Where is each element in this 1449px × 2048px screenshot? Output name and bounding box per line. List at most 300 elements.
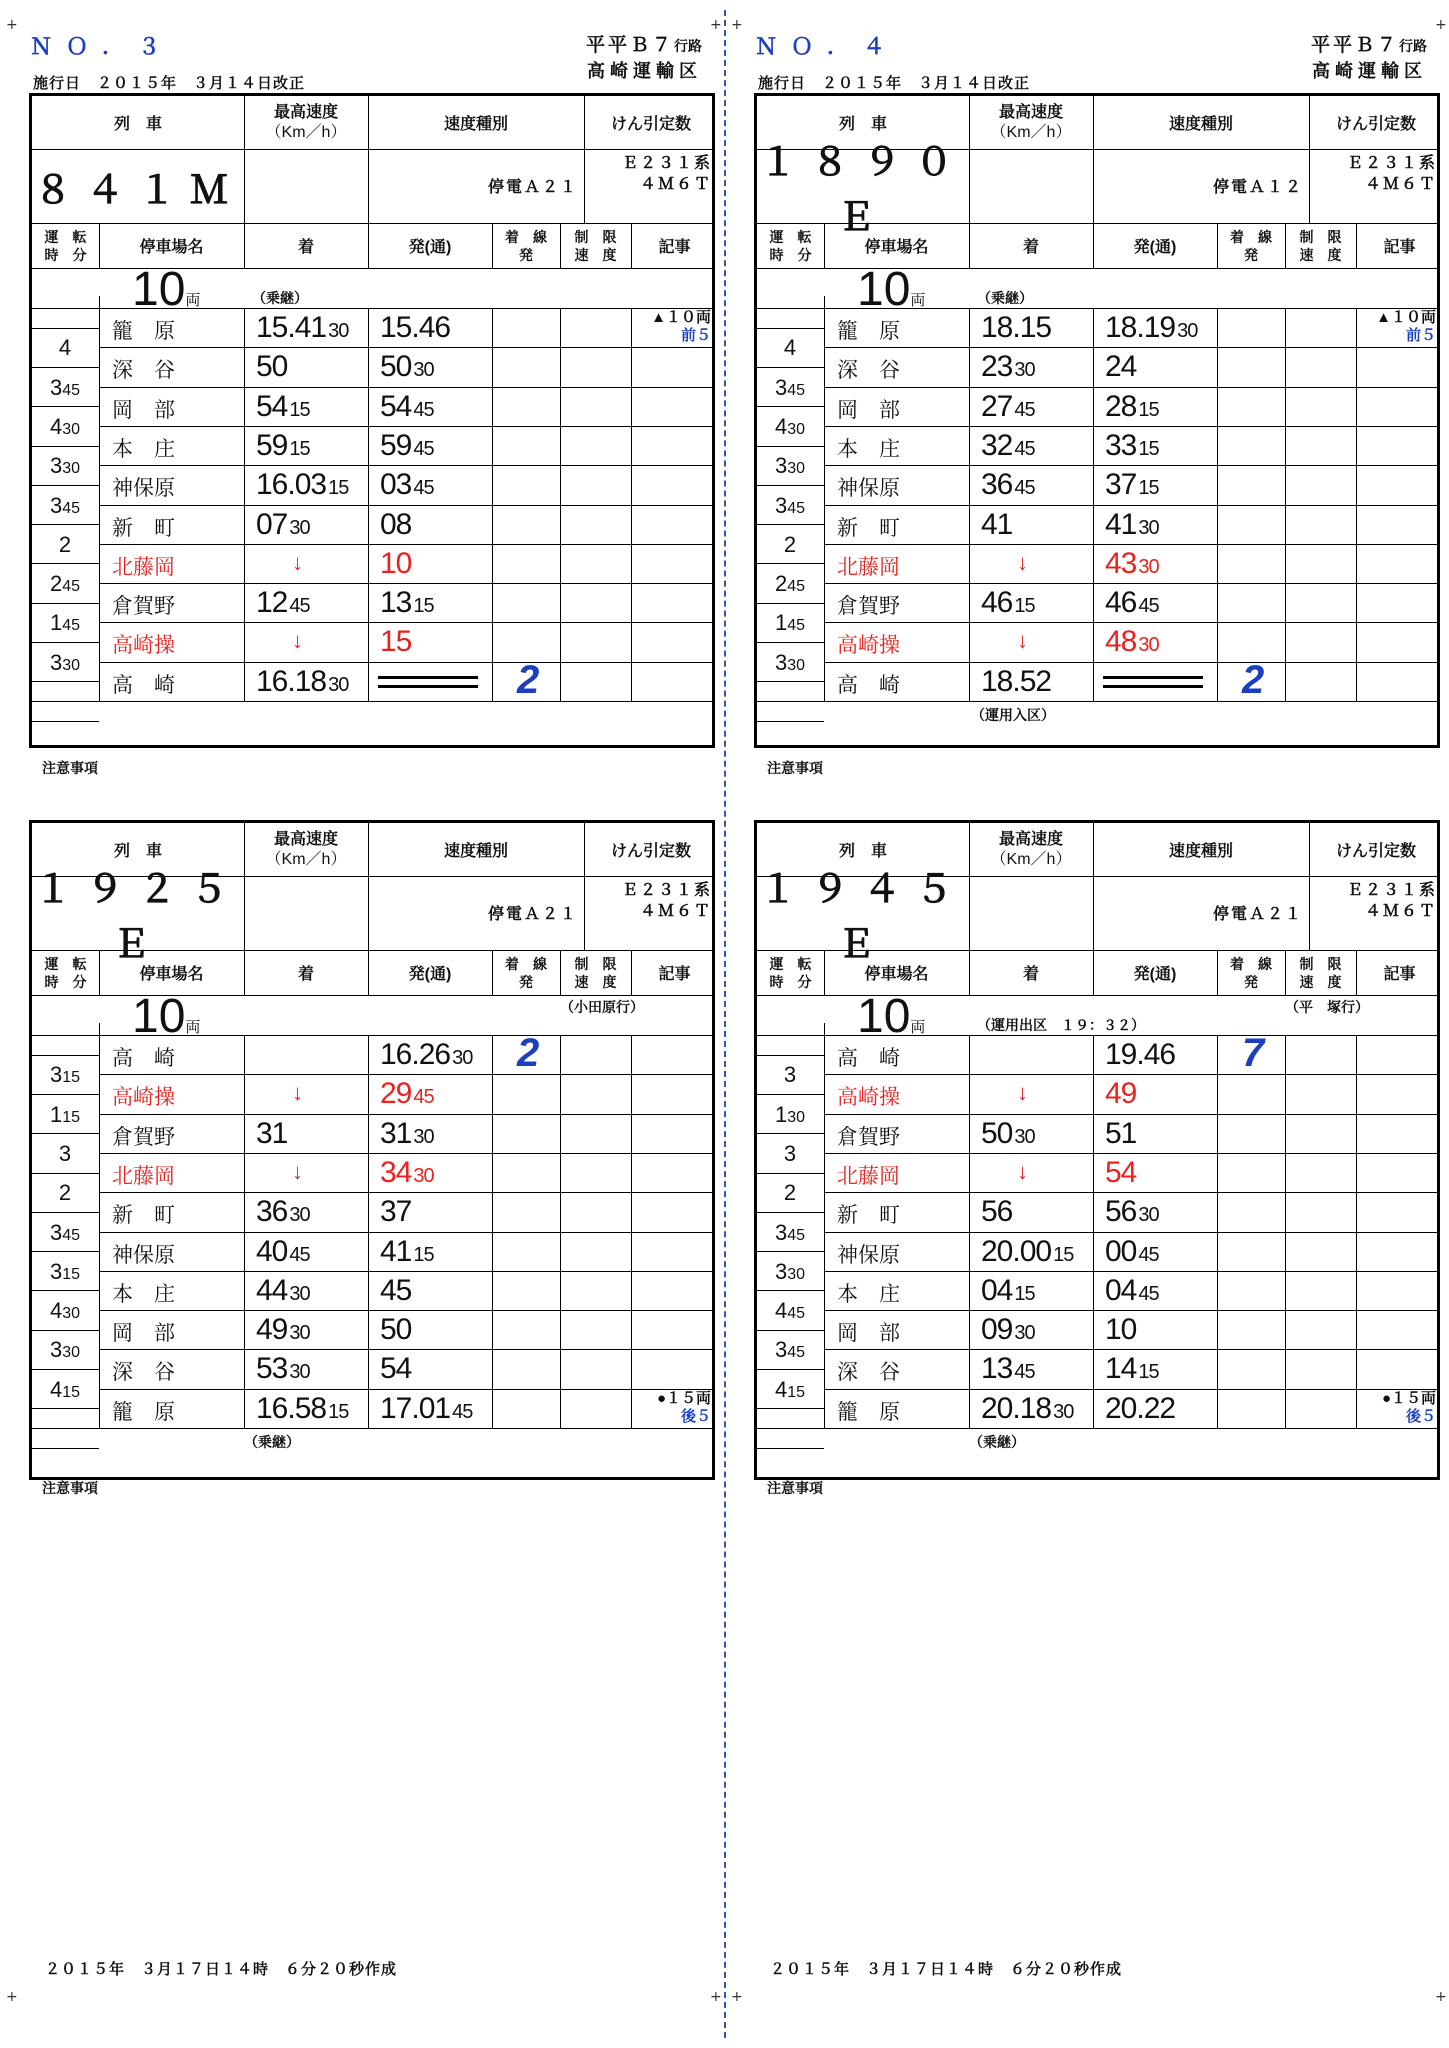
header-run-time bbox=[757, 950, 824, 995]
run-time bbox=[32, 375, 98, 401]
station-name: 新 町 bbox=[112, 1204, 175, 1228]
run-time-min: 3 bbox=[49, 453, 63, 479]
notes-label: 注意事項 bbox=[767, 1481, 823, 1497]
grid-line bbox=[824, 662, 1437, 663]
grid-line bbox=[99, 1192, 712, 1193]
grid-line bbox=[757, 524, 824, 525]
grid-line bbox=[824, 583, 1437, 584]
header-run-2: 時 分 bbox=[769, 973, 812, 990]
terminus-double-line bbox=[378, 676, 478, 688]
grid-line bbox=[492, 308, 493, 701]
header-remarks: 記事 bbox=[658, 966, 691, 983]
pass-arrow: ↓ bbox=[292, 628, 303, 654]
run-time-sec: 45 bbox=[62, 578, 81, 596]
run-time-min: 2 bbox=[774, 571, 788, 597]
header-train: 列 車 bbox=[838, 116, 887, 133]
departure-time-main: 15.46 bbox=[380, 311, 451, 344]
run-time-sec: 45 bbox=[62, 499, 81, 517]
run-time bbox=[757, 1141, 823, 1167]
run-time-sec: 30 bbox=[787, 656, 806, 674]
header-max-speed-unit: （Km／h） bbox=[265, 850, 347, 868]
header-remarks: 記事 bbox=[1383, 239, 1416, 256]
departure-time bbox=[1105, 1274, 1159, 1308]
header-limit-2: 速 度 bbox=[574, 246, 617, 263]
header-station: 停車場名 bbox=[864, 966, 929, 983]
arrival-time-main: 50 bbox=[981, 1116, 1013, 1150]
effective-date: 施行日 ２０１５年 ３月１４日改正 bbox=[33, 74, 306, 92]
run-time-min: 4 bbox=[774, 1376, 788, 1402]
station-name: 本 庄 bbox=[112, 1282, 175, 1306]
crop-mark: + bbox=[731, 17, 743, 33]
grid-line bbox=[631, 308, 632, 701]
header-speed-type: 速度種別 bbox=[1168, 843, 1233, 860]
remark bbox=[631, 309, 711, 345]
grid-line bbox=[824, 1310, 1437, 1311]
train-card bbox=[29, 93, 715, 748]
car-count bbox=[857, 262, 925, 317]
departure-time bbox=[380, 625, 411, 659]
run-time bbox=[757, 571, 823, 597]
run-time bbox=[757, 493, 823, 519]
departure-time-seconds: 45 bbox=[413, 398, 434, 421]
sheet-number: ＮＯ．３ bbox=[30, 35, 175, 60]
arrival-time-main: 15.41 bbox=[256, 311, 327, 344]
run-time bbox=[757, 1259, 823, 1285]
departure-time-main: 16.26 bbox=[380, 1038, 451, 1071]
station-name: 本 庄 bbox=[112, 437, 175, 461]
grid-line bbox=[824, 1035, 825, 1428]
station-name: 倉賀野 bbox=[837, 595, 900, 619]
grid-line bbox=[32, 485, 99, 486]
grid-line bbox=[99, 308, 100, 701]
run-time bbox=[757, 1377, 823, 1403]
car-count-value: 10 bbox=[857, 263, 911, 316]
run-time-sec: 15 bbox=[62, 1265, 81, 1283]
grid-line bbox=[757, 1428, 1437, 1429]
grid-line bbox=[757, 563, 824, 564]
grid-line bbox=[32, 328, 99, 329]
run-time bbox=[757, 1337, 823, 1363]
car-count bbox=[857, 989, 925, 1044]
departure-time bbox=[1105, 429, 1159, 463]
run-time bbox=[757, 414, 823, 440]
grid-line bbox=[368, 308, 369, 701]
header-run-1: 運 転 bbox=[44, 955, 87, 972]
header-arrive: 着 bbox=[297, 966, 314, 983]
run-time-min: 2 bbox=[783, 1180, 797, 1206]
destination-note: （小田原行） bbox=[560, 999, 644, 1015]
departure-time-main: 37 bbox=[380, 1195, 412, 1229]
run-time bbox=[757, 532, 823, 558]
header-depart: 発(通) bbox=[1133, 239, 1177, 256]
run-time bbox=[32, 414, 98, 440]
grid-line bbox=[824, 426, 1437, 427]
run-time-min: 4 bbox=[49, 413, 63, 439]
run-time-min: 4 bbox=[49, 1376, 63, 1402]
arrival-time-seconds: 45 bbox=[289, 1243, 310, 1266]
run-time-sec: 45 bbox=[787, 1344, 806, 1362]
run-time-sec: 45 bbox=[62, 617, 81, 635]
header-train: 列 車 bbox=[113, 843, 162, 860]
grid-line bbox=[560, 308, 561, 701]
run-time-sec: 30 bbox=[62, 1305, 81, 1323]
arrival-time bbox=[256, 1274, 310, 1308]
run-time-sec: 30 bbox=[62, 1344, 81, 1362]
departure-time-main: 15 bbox=[380, 625, 412, 659]
departure-time-main: 48 bbox=[1105, 625, 1137, 659]
header-depart: 発(通) bbox=[1133, 966, 1177, 983]
grid-line bbox=[757, 681, 824, 682]
header-station: 停車場名 bbox=[864, 239, 929, 256]
grid-line bbox=[99, 1349, 712, 1350]
route-header bbox=[1311, 30, 1427, 83]
arrival-time-main: 12 bbox=[256, 586, 288, 620]
arrival-time bbox=[256, 1352, 310, 1386]
header-track bbox=[492, 950, 560, 995]
run-time bbox=[757, 1298, 823, 1324]
arrival-time-main: 36 bbox=[981, 468, 1013, 502]
departure-time bbox=[1105, 1235, 1159, 1269]
departure-time bbox=[1105, 508, 1159, 542]
crop-mark: + bbox=[731, 1989, 743, 2005]
train-number: １９２５Ｅ bbox=[33, 869, 242, 966]
header-depart: 発(通) bbox=[408, 966, 452, 983]
station-name: 籠 原 bbox=[837, 320, 900, 343]
arrival-time-seconds: 15 bbox=[328, 1400, 349, 1423]
arrival-time-seconds: 30 bbox=[289, 1204, 310, 1227]
run-time-sec: 30 bbox=[62, 656, 81, 674]
station-name: 高 崎 bbox=[112, 673, 175, 697]
station-name: 高崎操 bbox=[112, 1086, 175, 1110]
grid-line bbox=[969, 308, 970, 701]
run-time-min: 3 bbox=[774, 1337, 788, 1363]
pass-arrow: ↓ bbox=[292, 1158, 303, 1184]
station-name: 深 谷 bbox=[837, 359, 900, 383]
grid-line bbox=[757, 1055, 824, 1056]
header-limit-1: 制 限 bbox=[1299, 228, 1342, 245]
run-time bbox=[32, 453, 98, 479]
station-name: 岡 部 bbox=[112, 398, 175, 422]
remark-line1: ▲１０両 bbox=[1376, 309, 1436, 326]
station-name: 神保原 bbox=[837, 1243, 900, 1267]
run-time bbox=[757, 453, 823, 479]
departure-time-seconds: 15 bbox=[413, 1243, 434, 1266]
departure-time-main: 46 bbox=[1105, 586, 1137, 620]
route-code bbox=[1311, 30, 1427, 57]
crop-mark: + bbox=[1435, 17, 1447, 33]
departure-time bbox=[380, 1195, 411, 1229]
departure-time bbox=[1105, 350, 1136, 384]
station-name: 高 崎 bbox=[837, 1047, 900, 1070]
grid-line bbox=[824, 308, 825, 701]
run-time bbox=[757, 650, 823, 676]
run-time bbox=[32, 571, 98, 597]
route-code-suffix: 行路 bbox=[1399, 39, 1427, 55]
created-timestamp: ２０１５年 ３月１７日１４時 ６分２０秒作成 bbox=[770, 1960, 1123, 1978]
grid-line bbox=[1217, 1035, 1218, 1428]
header-max-speed-label: 最高速度 bbox=[273, 103, 338, 121]
grid-line bbox=[32, 1369, 99, 1370]
grid-line bbox=[99, 583, 712, 584]
grid-line bbox=[757, 1251, 824, 1252]
grid-line bbox=[99, 1114, 712, 1115]
grid-line bbox=[99, 1271, 712, 1272]
header-tractive: けん引定数 bbox=[610, 843, 691, 860]
grid-line bbox=[824, 347, 1437, 348]
crop-mark: + bbox=[1435, 1989, 1447, 2005]
departure-time-main: 41 bbox=[1105, 507, 1137, 541]
remark-line2: 前５ bbox=[680, 327, 711, 344]
departure-time-main: 13 bbox=[380, 586, 412, 620]
header-run-1: 運 転 bbox=[769, 955, 812, 972]
header-track-1: 着 線 bbox=[505, 228, 547, 245]
route-code bbox=[586, 30, 702, 57]
arrival-time-main: 41 bbox=[981, 507, 1013, 541]
grid-line bbox=[32, 524, 99, 525]
arrival-time-main: 36 bbox=[256, 1195, 288, 1229]
grid-line bbox=[757, 603, 824, 604]
run-time bbox=[757, 1062, 823, 1088]
departure-time-main: 50 bbox=[380, 350, 412, 384]
arrival-time bbox=[256, 1195, 310, 1229]
header-limit-2: 速 度 bbox=[1299, 246, 1342, 263]
grid-line bbox=[1093, 308, 1094, 701]
grid-line bbox=[32, 721, 99, 722]
departure-time bbox=[380, 429, 434, 463]
run-time bbox=[32, 1180, 98, 1206]
header-max-speed-label: 最高速度 bbox=[998, 830, 1063, 848]
arrival-time bbox=[981, 665, 1051, 699]
depot-name: 高崎運輸区 bbox=[1312, 61, 1427, 82]
header-run-1: 運 転 bbox=[769, 228, 812, 245]
arrival-time-main: 56 bbox=[981, 1195, 1013, 1229]
grid-line bbox=[32, 1251, 99, 1252]
pass-arrow: ↓ bbox=[1017, 549, 1028, 575]
cars-note: （乗継） bbox=[252, 290, 308, 306]
departure-time-main: 29 bbox=[380, 1077, 412, 1111]
station-name: 深 谷 bbox=[112, 359, 175, 383]
grid-line bbox=[824, 1349, 1437, 1350]
departure-time-main: 49 bbox=[1105, 1077, 1137, 1111]
depot-name: 高崎運輸区 bbox=[587, 61, 702, 82]
arrival-time bbox=[256, 508, 310, 542]
arrival-time bbox=[256, 1313, 310, 1347]
arrival-time-main: 32 bbox=[981, 428, 1013, 462]
departure-time-main: 14 bbox=[1105, 1352, 1137, 1386]
run-time-min: 3 bbox=[49, 374, 63, 400]
arrival-time-seconds: 30 bbox=[328, 673, 349, 696]
car-count bbox=[132, 989, 200, 1044]
header-arrive: 着 bbox=[1022, 966, 1039, 983]
departure-time-seconds: 45 bbox=[413, 437, 434, 460]
grid-line bbox=[32, 642, 99, 643]
route-code-main: 平平Ｂ７ bbox=[1310, 34, 1399, 56]
departure-time-main: 54 bbox=[1105, 1155, 1137, 1189]
arrival-time bbox=[981, 1195, 1012, 1229]
car-count bbox=[132, 262, 200, 317]
arrival-time-seconds: 15 bbox=[1014, 1282, 1035, 1305]
header-track-1: 着 線 bbox=[1230, 955, 1272, 972]
departure-time bbox=[380, 350, 434, 384]
grid-line bbox=[368, 1035, 369, 1428]
header-speed-type: 速度種別 bbox=[443, 843, 508, 860]
grid-line bbox=[824, 505, 1437, 506]
arrival-time bbox=[981, 1274, 1035, 1308]
run-time-min: 4 bbox=[783, 335, 797, 361]
station-name: 深 谷 bbox=[112, 1361, 175, 1385]
car-count-unit: 両 bbox=[185, 292, 201, 309]
grid-line bbox=[824, 1232, 1437, 1233]
crop-mark: + bbox=[710, 1989, 722, 2005]
grid-line bbox=[824, 1023, 825, 1035]
departure-time-main: 31 bbox=[380, 1116, 412, 1150]
grid-line bbox=[757, 1330, 824, 1331]
departure-time-main: 51 bbox=[1105, 1116, 1137, 1150]
run-time-min: 4 bbox=[774, 413, 788, 439]
departure-time-seconds: 30 bbox=[413, 359, 434, 382]
departure-time bbox=[1105, 1352, 1159, 1386]
arrival-time-main: 18.52 bbox=[981, 664, 1052, 698]
departure-time-main: 50 bbox=[380, 1313, 412, 1347]
grid-line bbox=[757, 1448, 824, 1449]
run-time-sec: 45 bbox=[787, 1305, 806, 1323]
departure-time bbox=[1105, 311, 1197, 345]
grid-line bbox=[99, 347, 712, 348]
arrival-time bbox=[256, 390, 310, 424]
train-number: １８９０Ｅ bbox=[758, 142, 967, 239]
departure-time bbox=[1105, 1313, 1136, 1347]
header-limit bbox=[1285, 950, 1356, 995]
sheet-1 bbox=[0, 0, 724, 2048]
station-name: 本 庄 bbox=[837, 1282, 900, 1306]
grid-line bbox=[99, 1074, 712, 1075]
pass-arrow: ↓ bbox=[1017, 1080, 1028, 1106]
car-count-unit: 両 bbox=[185, 1019, 201, 1036]
grid-line bbox=[1217, 308, 1218, 701]
grid-line bbox=[99, 1310, 712, 1311]
run-time-sec: 45 bbox=[62, 1226, 81, 1244]
header-max-speed-unit: （Km／h） bbox=[265, 123, 347, 141]
run-time-min: 1 bbox=[49, 610, 63, 636]
run-time-min: 2 bbox=[58, 531, 72, 557]
arrival-time-main: 59 bbox=[256, 428, 288, 462]
remark-line1: ●１５両 bbox=[1381, 1389, 1436, 1407]
grid-line bbox=[824, 1074, 1437, 1075]
departure-time bbox=[380, 1117, 434, 1151]
arrival-time-main: 20.00 bbox=[981, 1234, 1052, 1268]
run-time bbox=[32, 1298, 98, 1324]
run-time-sec: 45 bbox=[62, 381, 81, 399]
grid-line bbox=[757, 406, 824, 407]
grid-line bbox=[244, 1035, 245, 1428]
header-train: 列 車 bbox=[838, 843, 887, 860]
grid-line bbox=[32, 1330, 99, 1331]
departure-time-seconds: 45 bbox=[452, 1400, 473, 1423]
pass-arrow: ↓ bbox=[1017, 628, 1028, 654]
departure-time-main: 17.01 bbox=[380, 1391, 451, 1425]
run-time bbox=[32, 1337, 98, 1363]
run-time-min: 3 bbox=[58, 1140, 72, 1166]
departure-time bbox=[1105, 1117, 1136, 1151]
departure-time-main: 18.19 bbox=[1105, 311, 1176, 344]
station-name: 北藤岡 bbox=[112, 555, 175, 579]
run-time bbox=[32, 1062, 98, 1088]
departure-time-seconds: 30 bbox=[413, 1125, 434, 1148]
grid-line bbox=[32, 1408, 99, 1409]
car-count-value: 10 bbox=[857, 990, 911, 1043]
departure-time-seconds: 30 bbox=[1177, 320, 1198, 342]
station-name: 高崎操 bbox=[837, 634, 900, 658]
arrival-time bbox=[981, 429, 1035, 463]
car-count-unit: 両 bbox=[910, 1019, 926, 1036]
run-time-min: 3 bbox=[774, 453, 788, 479]
header-station: 停車場名 bbox=[139, 966, 204, 983]
station-name: 籠 原 bbox=[112, 320, 175, 343]
car-count-value: 10 bbox=[132, 990, 186, 1043]
arrival-time-main: 16.18 bbox=[256, 664, 327, 698]
pass-arrow: ↓ bbox=[1017, 1158, 1028, 1184]
remark bbox=[631, 1390, 711, 1426]
grid-line bbox=[757, 1369, 824, 1370]
header-track-2: 発 bbox=[1244, 973, 1258, 990]
departure-time-main: 41 bbox=[380, 1234, 412, 1268]
arrival-time bbox=[981, 1235, 1073, 1269]
run-time-min: 4 bbox=[49, 1298, 63, 1324]
departure-time bbox=[1105, 586, 1159, 620]
station-name: 北藤岡 bbox=[112, 1164, 175, 1188]
grid-line bbox=[99, 1023, 100, 1035]
arrival-time-seconds: 15 bbox=[289, 398, 310, 421]
run-time-min: 3 bbox=[783, 1062, 797, 1088]
grid-line bbox=[99, 1232, 712, 1233]
run-time-sec: 30 bbox=[62, 420, 81, 438]
run-time bbox=[32, 1377, 98, 1403]
header-max-speed bbox=[969, 96, 1093, 149]
train-card bbox=[29, 820, 715, 1480]
run-time-min: 1 bbox=[774, 610, 788, 636]
run-time bbox=[757, 610, 823, 636]
after-note: （運用入区） bbox=[971, 707, 1055, 723]
header-limit bbox=[560, 223, 631, 268]
run-time bbox=[32, 1220, 98, 1246]
departure-time-main: 19.46 bbox=[1105, 1038, 1176, 1071]
run-time-sec: 45 bbox=[787, 1226, 806, 1244]
run-time-sec: 30 bbox=[787, 1108, 806, 1126]
grid-line bbox=[32, 563, 99, 564]
destination-note: （平 塚行） bbox=[1285, 999, 1369, 1015]
departure-time-main: 33 bbox=[1105, 428, 1137, 462]
departure-time-main: 20.22 bbox=[1105, 1391, 1176, 1425]
arrival-time-main: 53 bbox=[256, 1352, 288, 1386]
run-time bbox=[757, 335, 823, 361]
header-tractive: けん引定数 bbox=[1335, 843, 1416, 860]
run-time-sec: 45 bbox=[787, 578, 806, 596]
grid-line bbox=[32, 1055, 99, 1056]
run-time bbox=[32, 650, 98, 676]
arrival-time-seconds: 30 bbox=[289, 1361, 310, 1384]
header-remarks: 記事 bbox=[658, 239, 691, 256]
remark-line2: 後５ bbox=[680, 1407, 711, 1425]
departure-time-seconds: 45 bbox=[1138, 1243, 1159, 1266]
header-track bbox=[1217, 223, 1285, 268]
header-limit bbox=[1285, 223, 1356, 268]
run-time-sec: 45 bbox=[787, 617, 806, 635]
arrival-time-main: 07 bbox=[256, 507, 288, 541]
grid-line bbox=[757, 1133, 824, 1134]
arrival-time-main: 27 bbox=[981, 389, 1013, 423]
station-name: 北藤岡 bbox=[837, 1164, 900, 1188]
station-name: 高 崎 bbox=[837, 673, 900, 697]
